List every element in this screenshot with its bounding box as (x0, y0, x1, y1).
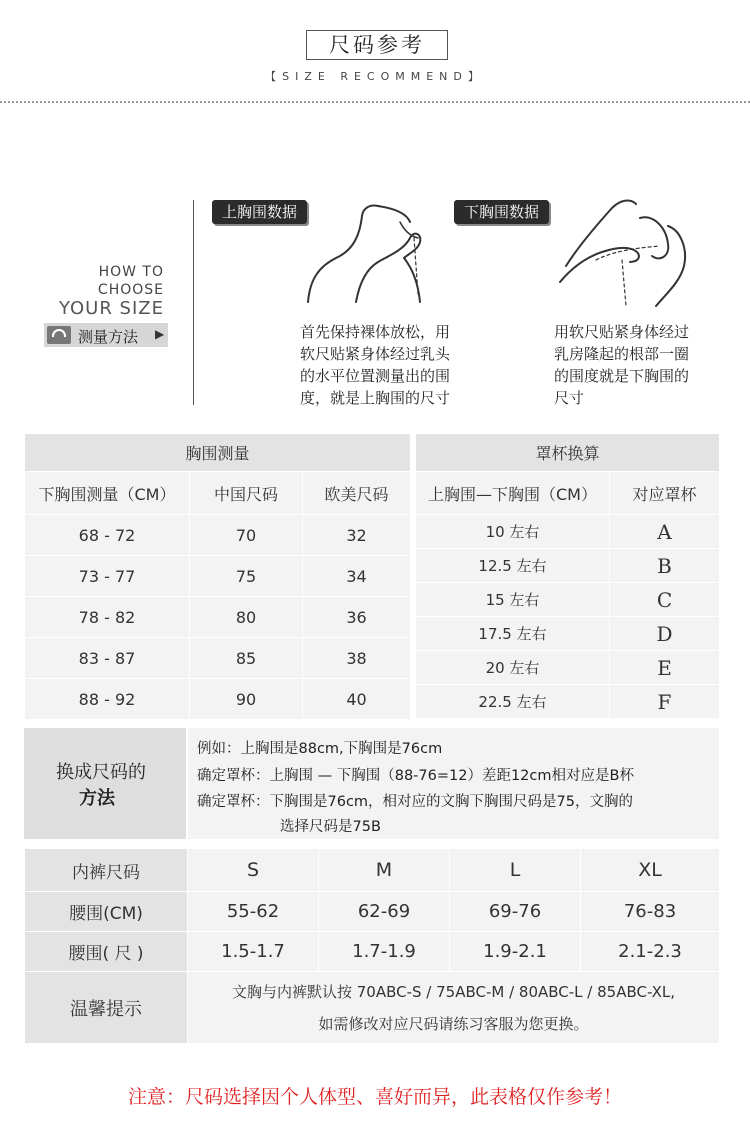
page-subtitle: 【SIZE RECOMMEND】 (265, 70, 485, 83)
table-row (25, 972, 720, 1044)
tip-line: 文胸与内裤默认按 70ABC-S / 75ABC-M / 80ABC-L / 85ABC-XL, (231, 982, 676, 1001)
table-header: 内裤尺码 (25, 849, 188, 892)
lower-bust-badge: 下胸围数据 (454, 200, 549, 224)
cup-letter: D (610, 617, 720, 651)
cup-letter: B (610, 549, 720, 583)
table-cell: 40 (303, 679, 411, 720)
size-header: S (188, 849, 319, 892)
table-cell: 75 (190, 556, 303, 597)
vertical-divider (193, 200, 194, 405)
table-header: 下胸围测量（CM） (25, 472, 190, 515)
table-row (25, 597, 411, 638)
upper-bust-badge: 上胸围数据 (212, 200, 307, 224)
convert-label-line-2: 方法 (79, 788, 115, 809)
table-cell: 80 (190, 597, 303, 638)
table-cell: 15 左右 (416, 583, 610, 617)
table-row (416, 685, 720, 719)
measuring-tape-icon (47, 326, 71, 344)
cup-letter: C (610, 583, 720, 617)
table-cell: 70 (190, 515, 303, 556)
table-header-row (416, 472, 720, 515)
table-cell: 20 左右 (416, 651, 610, 685)
table-cell: 62-69 (319, 892, 450, 932)
table-cell: 73 - 77 (25, 556, 190, 597)
size-header: XL (581, 849, 720, 892)
table-row (416, 583, 720, 617)
table-cell: 76-83 (581, 892, 720, 932)
cup-table-title: 罩杯换算 (416, 434, 720, 472)
table-cell: 34 (303, 556, 411, 597)
tip-label: 温馨提示 (25, 972, 188, 1044)
table-row (25, 932, 720, 972)
bust-table (24, 433, 411, 720)
table-cell: 1.7-1.9 (319, 932, 450, 972)
table-row (25, 638, 411, 679)
size-header: L (450, 849, 581, 892)
table-cell: 85 (190, 638, 303, 679)
howto-line-1: HOW TO (98, 264, 164, 280)
table-cell: 1.5-1.7 (188, 932, 319, 972)
table-cell: 1.9-2.1 (450, 932, 581, 972)
cup-letter: A (610, 515, 720, 549)
table-cell: 22.5 左右 (416, 685, 610, 719)
table-header: 对应罩杯 (610, 472, 720, 515)
table-header: 中国尺码 (190, 472, 303, 515)
convert-line: 例如：上胸围是88cm,下胸围是76cm (197, 741, 443, 757)
lower-bust-illustration (556, 196, 696, 308)
table-cell: 88 - 92 (25, 679, 190, 720)
table-cell: 2.1-2.3 (581, 932, 720, 972)
pants-table (24, 848, 720, 1044)
table-cell: 78 - 82 (25, 597, 190, 638)
convert-line: 确定罩杯：上胸围 — 下胸围（88-76=12）差距12cm相对应是B杯 (197, 768, 634, 784)
tip-line: 如需修改对应尺码请练习客服为您更换。 (318, 1014, 589, 1033)
desc-line: 乳房隆起的根部一圈 (554, 345, 690, 363)
method-label: 测量方法 (78, 328, 139, 346)
dashed-divider (0, 101, 750, 103)
desc-line: 软尺贴紧身体经过乳头 (300, 345, 451, 363)
tip-text (188, 972, 720, 1044)
table-row (25, 892, 720, 932)
convert-line: 确定罩杯：下胸围是76cm，相对应的文胸下胸围尺码是75，文胸的 (197, 794, 633, 810)
table-cell: 12.5 左右 (416, 549, 610, 583)
lower-bust-desc (554, 321, 744, 409)
table-header: 欧美尺码 (303, 472, 411, 515)
table-row (416, 515, 720, 549)
table-cell: 38 (303, 638, 411, 679)
warning-note: 注意：尺码选择因个人体型、喜好而异，此表格仅作参考！ (127, 1086, 622, 1108)
cup-table (415, 433, 720, 719)
desc-line: 尺寸 (554, 389, 585, 407)
arrow-right-icon: ▶ (155, 327, 165, 341)
table-row (25, 679, 411, 720)
table-row (416, 617, 720, 651)
upper-bust-illustration (300, 198, 440, 306)
desc-line: 首先保持裸体放松，用 (300, 323, 451, 341)
table-cell: 腰围(CM) (25, 892, 188, 932)
howto-line-3: YOUR SIZE (58, 298, 164, 319)
table-cell: 32 (303, 515, 411, 556)
cup-letter: F (610, 685, 720, 719)
desc-line: 的水平位置测量出的围 (300, 367, 451, 385)
table-header: 上胸围—下胸围（CM） (416, 472, 610, 515)
size-header: M (319, 849, 450, 892)
table-cell: 90 (190, 679, 303, 720)
desc-line: 的围度就是下胸围的 (554, 367, 690, 385)
table-row (416, 549, 720, 583)
table-row (25, 556, 411, 597)
bust-table-title: 胸围测量 (25, 434, 411, 472)
howto-line-2: CHOOSE (97, 282, 164, 298)
desc-line: 用软尺贴紧身体经过 (554, 323, 690, 341)
convert-label-line-1: 换成尺码的 (56, 762, 146, 783)
table-cell: 68 - 72 (25, 515, 190, 556)
table-cell: 36 (303, 597, 411, 638)
cup-letter: E (610, 651, 720, 685)
page-title: 尺码参考 (306, 30, 448, 60)
table-cell: 17.5 左右 (416, 617, 610, 651)
table-header-row (25, 849, 720, 892)
desc-line: 度，就是上胸围的尺寸 (300, 389, 451, 407)
table-header-row (25, 472, 411, 515)
table-cell: 83 - 87 (25, 638, 190, 679)
table-cell: 55-62 (188, 892, 319, 932)
table-cell: 腰围( 尺 ) (25, 932, 188, 972)
upper-bust-desc (300, 321, 490, 409)
convert-line: 选择尺码是75B (280, 819, 381, 835)
table-cell: 69-76 (450, 892, 581, 932)
table-row (416, 651, 720, 685)
table-cell: 10 左右 (416, 515, 610, 549)
table-row (25, 515, 411, 556)
